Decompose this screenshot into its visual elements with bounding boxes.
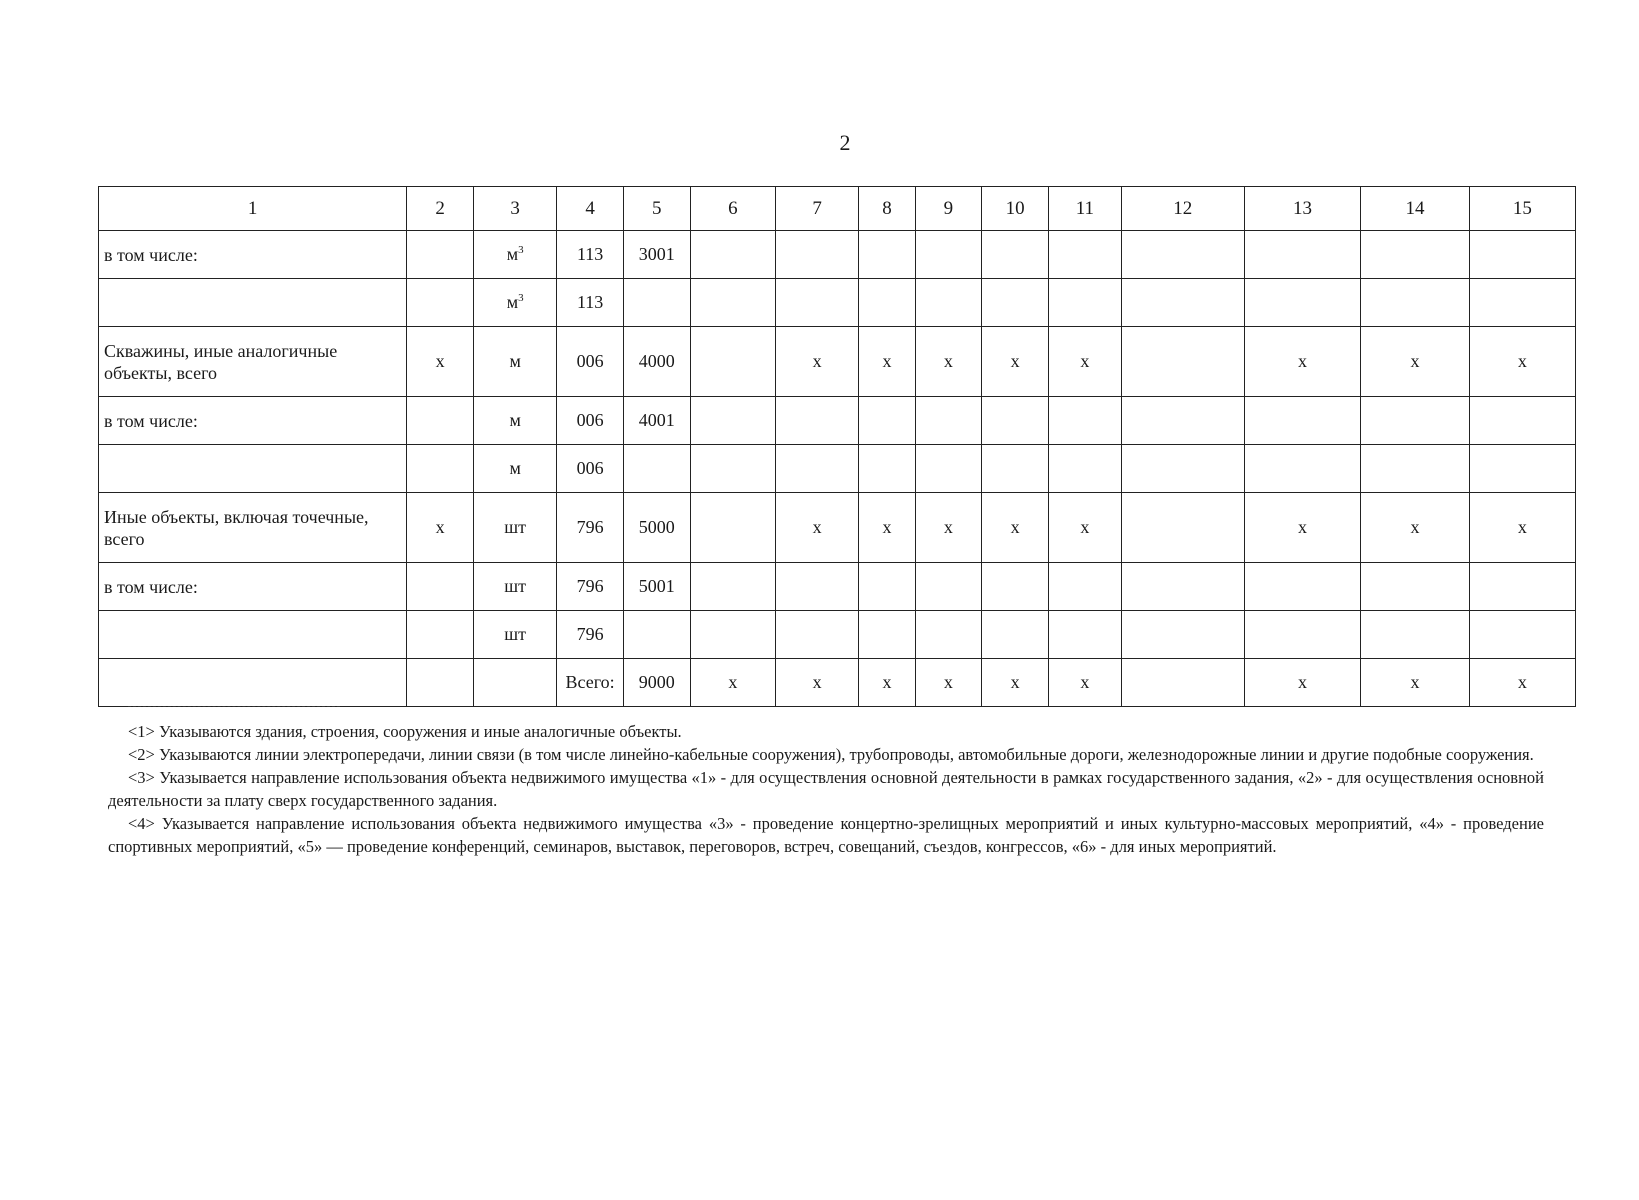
col-header: 9 — [915, 187, 982, 231]
cell — [982, 611, 1049, 659]
cell: х — [1244, 493, 1361, 563]
footnote-divider — [128, 706, 340, 707]
footnotes — [108, 720, 1544, 858]
code-cell: 006 — [557, 327, 624, 397]
cell — [690, 445, 775, 493]
cell — [1121, 327, 1244, 397]
cell — [915, 231, 982, 279]
col-header: 12 — [1121, 187, 1244, 231]
cell — [859, 445, 915, 493]
row-name: в том числе: — [99, 563, 407, 611]
unit-cell — [473, 231, 556, 279]
cell — [1244, 279, 1361, 327]
cell — [1244, 611, 1361, 659]
cell: х — [982, 327, 1049, 397]
cell — [859, 279, 915, 327]
unit-superscript: 3 — [518, 244, 524, 256]
col-header: 10 — [982, 187, 1049, 231]
table-row — [99, 397, 1576, 445]
cell — [407, 659, 474, 707]
code-cell: 796 — [557, 493, 624, 563]
unit-text: м — [506, 292, 519, 312]
cell — [407, 563, 474, 611]
cell — [1048, 445, 1121, 493]
code-cell: 006 — [557, 397, 624, 445]
cell — [1244, 397, 1361, 445]
unit-cell — [473, 493, 556, 563]
table-row — [99, 327, 1576, 397]
col-header: 14 — [1361, 187, 1469, 231]
cell — [407, 445, 474, 493]
cell — [690, 279, 775, 327]
unit-text: м — [509, 351, 521, 371]
cell: х — [1048, 659, 1121, 707]
table-row — [99, 493, 1576, 563]
cell — [690, 611, 775, 659]
cell — [1361, 445, 1469, 493]
cell — [1121, 397, 1244, 445]
cell — [776, 279, 859, 327]
unit-cell — [473, 659, 556, 707]
line-code-cell: 5000 — [623, 493, 690, 563]
table-row — [99, 611, 1576, 659]
cell — [1469, 611, 1575, 659]
col-header: 1 — [99, 187, 407, 231]
cell — [915, 397, 982, 445]
unit-cell — [473, 563, 556, 611]
cell — [1244, 231, 1361, 279]
cell: х — [1361, 493, 1469, 563]
cell — [982, 445, 1049, 493]
cell — [407, 397, 474, 445]
unit-text: шт — [504, 517, 526, 537]
cell: х — [1469, 493, 1575, 563]
col-header: 3 — [473, 187, 556, 231]
cell — [982, 563, 1049, 611]
cell: х — [776, 327, 859, 397]
cell — [1361, 231, 1469, 279]
col-header: 4 — [557, 187, 624, 231]
line-code-cell: 3001 — [623, 231, 690, 279]
cell — [1121, 611, 1244, 659]
line-code-cell — [623, 279, 690, 327]
unit-cell — [473, 611, 556, 659]
total-row — [99, 659, 1576, 707]
cell: х — [1469, 659, 1575, 707]
footnote-1: <1> Указываются здания, строения, сооружения и иные аналогичные объекты. — [128, 722, 682, 741]
cell: х — [1048, 327, 1121, 397]
cell — [1469, 279, 1575, 327]
code-cell: 113 — [557, 231, 624, 279]
unit-text: шт — [504, 576, 526, 596]
cell — [915, 279, 982, 327]
cell — [690, 397, 775, 445]
cell: х — [776, 493, 859, 563]
cell: х — [1244, 327, 1361, 397]
cell: х — [859, 493, 915, 563]
col-header: 5 — [623, 187, 690, 231]
row-name: в том числе: — [99, 397, 407, 445]
cell — [982, 231, 1049, 279]
cell — [1121, 231, 1244, 279]
cell — [1469, 445, 1575, 493]
code-cell: 006 — [557, 445, 624, 493]
property-table — [98, 186, 1576, 707]
total-label: Всего: — [557, 659, 624, 707]
code-cell: 796 — [557, 563, 624, 611]
unit-cell — [473, 445, 556, 493]
row-name: в том числе: — [99, 231, 407, 279]
code-cell: 113 — [557, 279, 624, 327]
cell: х — [859, 659, 915, 707]
cell: х — [915, 493, 982, 563]
cell — [1121, 493, 1244, 563]
cell — [915, 445, 982, 493]
line-code-cell: 4000 — [623, 327, 690, 397]
cell — [690, 493, 775, 563]
cell — [776, 563, 859, 611]
cell: х — [1361, 659, 1469, 707]
unit-cell — [473, 397, 556, 445]
unit-text: м — [509, 410, 521, 430]
table-row — [99, 279, 1576, 327]
cell: х — [982, 659, 1049, 707]
cell — [776, 397, 859, 445]
cell — [407, 611, 474, 659]
cell — [1048, 563, 1121, 611]
cell — [1244, 563, 1361, 611]
cell: х — [982, 493, 1049, 563]
cell — [690, 563, 775, 611]
cell — [915, 611, 982, 659]
cell — [982, 397, 1049, 445]
col-header: 7 — [776, 187, 859, 231]
cell — [1361, 397, 1469, 445]
cell: х — [407, 493, 474, 563]
row-name — [99, 659, 407, 707]
cell — [859, 563, 915, 611]
line-code-cell: 9000 — [623, 659, 690, 707]
cell: х — [1469, 327, 1575, 397]
cell — [1048, 611, 1121, 659]
col-header: 8 — [859, 187, 915, 231]
cell — [1048, 397, 1121, 445]
row-name: Скважины, иные аналогичные объекты, всего — [99, 327, 407, 397]
col-header: 2 — [407, 187, 474, 231]
footnote-2: <2> Указываются линии электропередачи, линии связи (в том числе линейно-кабельные сооружения), трубопроводы, автомобильные дороги, железнодорожные линии и другие подобные сооружения. — [128, 745, 1534, 764]
cell — [1121, 659, 1244, 707]
cell: х — [690, 659, 775, 707]
cell — [407, 231, 474, 279]
cell — [1361, 279, 1469, 327]
row-name: Иные объекты, включая точечные, всего — [99, 493, 407, 563]
cell: х — [1048, 493, 1121, 563]
unit-text: шт — [504, 624, 526, 644]
header-row — [99, 187, 1576, 231]
cell — [1469, 397, 1575, 445]
table-row — [99, 231, 1576, 279]
code-cell: 796 — [557, 611, 624, 659]
cell — [1361, 563, 1469, 611]
unit-text: м — [509, 458, 521, 478]
cell — [1048, 279, 1121, 327]
line-code-cell — [623, 445, 690, 493]
cell — [1469, 563, 1575, 611]
cell — [776, 611, 859, 659]
col-header: 6 — [690, 187, 775, 231]
table-row — [99, 563, 1576, 611]
cell: х — [407, 327, 474, 397]
unit-text: м — [506, 244, 519, 264]
cell — [1361, 611, 1469, 659]
cell — [776, 231, 859, 279]
col-header: 11 — [1048, 187, 1121, 231]
cell: х — [1361, 327, 1469, 397]
row-name — [99, 611, 407, 659]
unit-cell — [473, 327, 556, 397]
cell: х — [1244, 659, 1361, 707]
cell — [690, 231, 775, 279]
page-number: 2 — [839, 130, 851, 155]
cell: х — [915, 659, 982, 707]
cell — [859, 611, 915, 659]
table-row — [99, 445, 1576, 493]
cell — [407, 279, 474, 327]
unit-cell — [473, 279, 556, 327]
cell — [1469, 231, 1575, 279]
row-name — [99, 279, 407, 327]
cell — [859, 231, 915, 279]
cell — [1244, 445, 1361, 493]
cell — [776, 445, 859, 493]
col-header: 15 — [1469, 187, 1575, 231]
unit-superscript: 3 — [518, 292, 524, 304]
cell — [982, 279, 1049, 327]
cell — [915, 563, 982, 611]
cell — [859, 397, 915, 445]
cell: х — [859, 327, 915, 397]
line-code-cell: 4001 — [623, 397, 690, 445]
cell: х — [915, 327, 982, 397]
line-code-cell: 5001 — [623, 563, 690, 611]
col-header: 13 — [1244, 187, 1361, 231]
cell — [1121, 563, 1244, 611]
cell — [1121, 279, 1244, 327]
footnote-3: <3> Указывается направление использования объекта недвижимого имущества «1» - для осуществления основной деятельности в рамках государственного задания, «2» - для осуществления основной деятельности за плату сверх государственного задания. — [108, 768, 1544, 810]
row-name — [99, 445, 407, 493]
footnote-4: <4> Указывается направление использования объекта недвижимого имущества «3» - проведение концертно-зрелищных мероприятий и иных культурно-массовых мероприятий, «4» - проведение спортивных мероприятий, «5» — проведение конференций, семинаров, выставок, переговоров, встреч, совещаний, съездов, конгрессов, «6» - для иных мероприятий. — [108, 814, 1544, 856]
cell: х — [776, 659, 859, 707]
line-code-cell — [623, 611, 690, 659]
cell — [1121, 445, 1244, 493]
cell — [690, 327, 775, 397]
cell — [1048, 231, 1121, 279]
